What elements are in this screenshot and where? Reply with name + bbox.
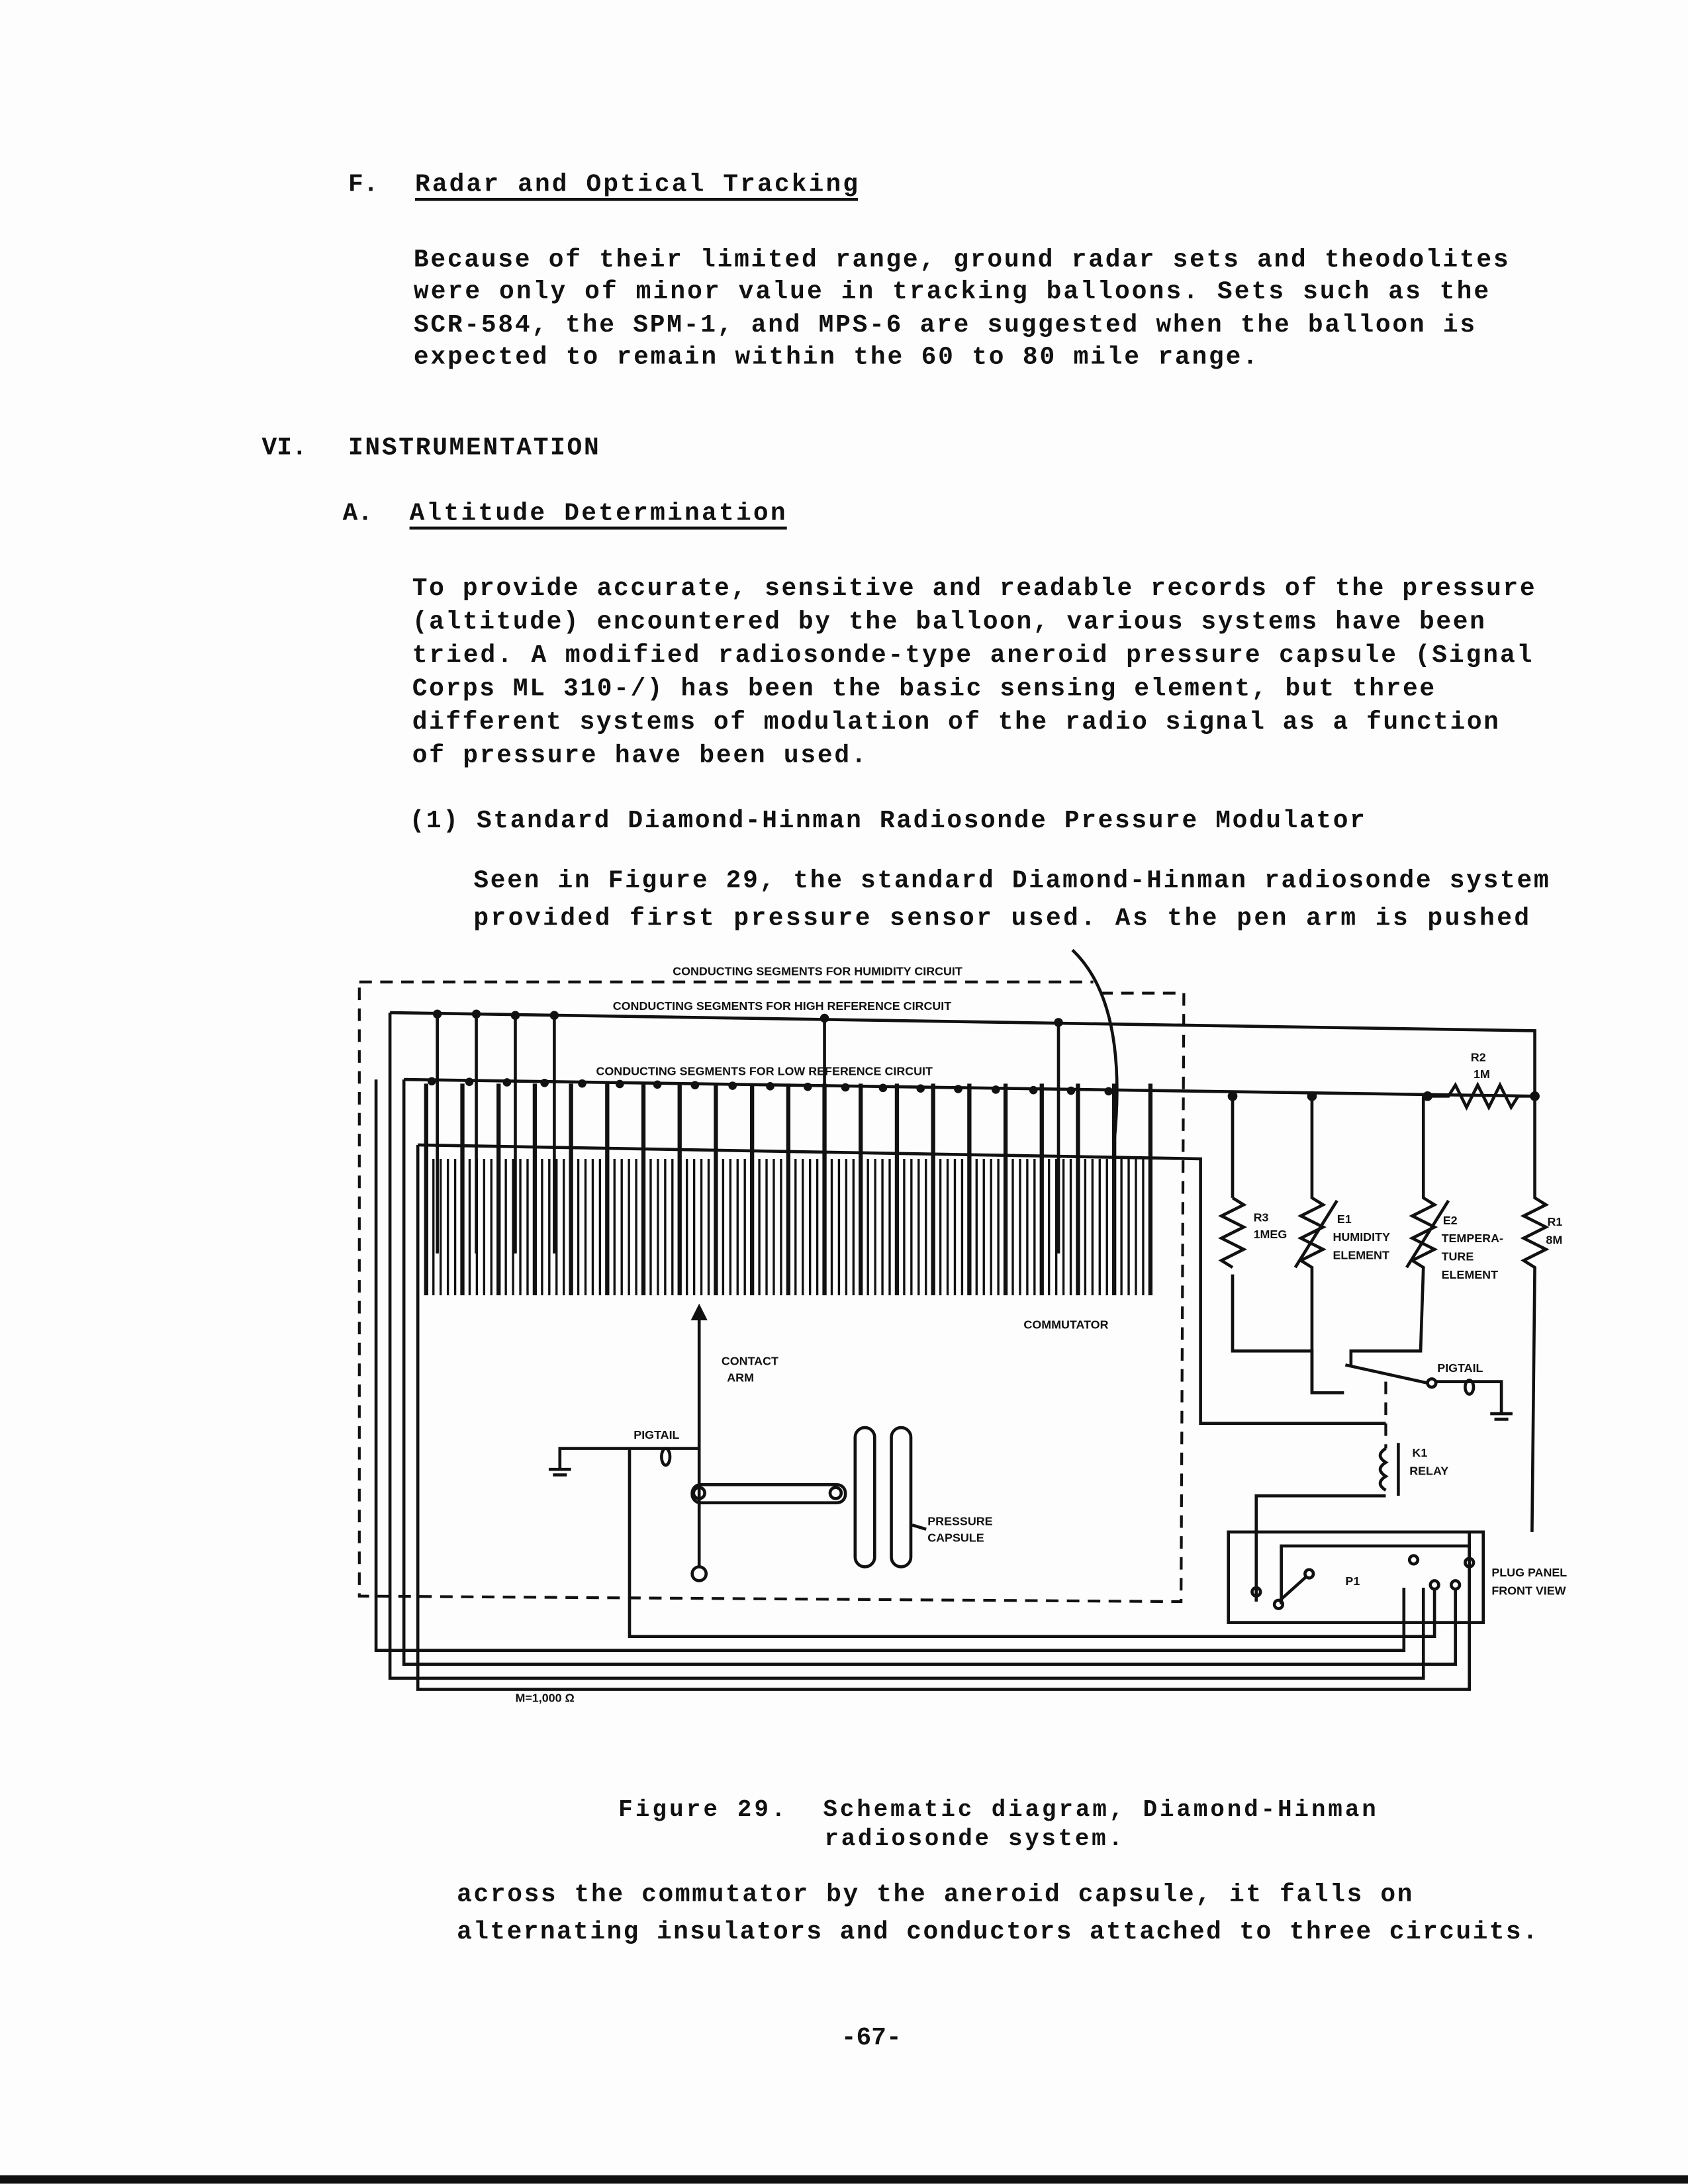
para-line: (altitude) encountered by the balloon, various systems have been [412, 608, 1485, 637]
junction-dot [653, 1081, 662, 1089]
para-line: Seen in Figure 29, the standard Diamond-Hinman radiosonde system [473, 866, 1549, 895]
relay-coil-icon [1380, 1443, 1398, 1496]
para-line: provided first pressure sensor used. As the pen arm is pushed [473, 904, 1530, 933]
junction-dot [728, 1081, 737, 1090]
section-a-title: Altitude Determination [409, 499, 786, 528]
plug-pin-icon [1274, 1600, 1283, 1609]
plug-pin-icon [1430, 1580, 1439, 1589]
resistor-r1-icon [1524, 1096, 1546, 1532]
label-contact-arm-2: ARM [727, 1371, 754, 1385]
label-e2: E2 [1442, 1213, 1458, 1227]
label-r3-value: 1MEG [1253, 1227, 1288, 1241]
wire [390, 1013, 1423, 1678]
section-vi-title: INSTRUMENTATION [348, 433, 599, 463]
label-contact-arm: CONTACT [721, 1354, 778, 1368]
label-pigtail-right: PIGTAIL [1437, 1361, 1483, 1375]
junction-dot [503, 1078, 512, 1087]
junction-dot [954, 1085, 962, 1093]
para-line: SCR-584, the SPM-1, and MPS-6 are suggested when the balloon is [413, 311, 1476, 340]
figure-caption-label: Figure 29. [618, 1796, 786, 1824]
label-e1: E1 [1336, 1212, 1352, 1226]
junction-dot [540, 1079, 549, 1087]
label-commutator: COMMUTATOR [1023, 1318, 1109, 1332]
label-e1-3: ELEMENT [1333, 1248, 1389, 1262]
label-pressure-capsule: PRESSURE [927, 1514, 993, 1528]
para-line: tried. A modified radiosonde-type aneroid pressure capsule (Signal [412, 641, 1532, 670]
para-line: across the commutator by the aneroid capsule, it falls on [457, 1880, 1413, 1909]
terminal-icon [692, 1567, 706, 1580]
section-vi-label: VI. [261, 433, 307, 463]
label-plug-panel-2: FRONT VIEW [1491, 1584, 1566, 1598]
section-a-label: A. [342, 499, 373, 528]
plug-pin-icon [1451, 1580, 1460, 1589]
junction-dot [804, 1083, 812, 1091]
junction-dot [916, 1084, 925, 1093]
wire [630, 1449, 1434, 1637]
label-e2-4: ELEMENT [1441, 1267, 1499, 1281]
label-unit-note: M=1,000 Ω [515, 1691, 575, 1705]
label-pigtail-left: PIGTAIL [633, 1428, 680, 1441]
wire [418, 1145, 1469, 1690]
junction-dot [465, 1077, 474, 1086]
wire [1233, 1096, 1344, 1392]
junction-dot [428, 1077, 436, 1085]
label-r3: R3 [1253, 1210, 1269, 1224]
junction-dot [841, 1083, 850, 1092]
label-pressure-capsule-2: CAPSULE [927, 1531, 984, 1545]
pressure-capsule-icon [855, 1428, 874, 1567]
label-r1: R1 [1547, 1214, 1563, 1228]
pigtail-loop-icon [661, 1449, 670, 1465]
para-line: were only of minor value in tracking balloons. Sets such as the [413, 277, 1489, 306]
junction-dot [766, 1082, 774, 1091]
junction-dot [1104, 1087, 1113, 1096]
wire [1278, 1546, 1469, 1604]
label-r2: R2 [1470, 1050, 1486, 1064]
plug-pin-icon [1409, 1556, 1418, 1565]
label-e2-2: TEMPERA- [1441, 1232, 1503, 1246]
relay-switch [1345, 1365, 1427, 1383]
junction-dot [691, 1081, 700, 1089]
pressure-capsule-icon [892, 1428, 911, 1567]
variable-arrow-icon [1295, 1201, 1337, 1267]
label-p1: P1 [1345, 1574, 1360, 1588]
junction-dot [578, 1079, 586, 1088]
resistor-r3-icon [1221, 1198, 1244, 1267]
label-e1-2: HUMIDITY [1333, 1230, 1390, 1244]
junction-dot [616, 1080, 624, 1089]
label-r1-value: 8M [1546, 1233, 1563, 1247]
label-low-ref-segments: CONDUCTING SEGMENTS FOR LOW REFERENCE CIRCUIT [596, 1064, 933, 1078]
page-bottom-edge [0, 2175, 1688, 2184]
wire [404, 1079, 1455, 1664]
junction-dot [992, 1085, 1000, 1094]
ground-icon [549, 1469, 571, 1475]
label-humidity-segments: CONDUCTING SEGMENTS FOR HUMIDITY CIRCUIT [673, 964, 962, 978]
para-line: alternating insulators and conductors attached to three circuits. [457, 1918, 1538, 1947]
figure-caption-line: Schematic diagram, Diamond-Hinman [823, 1796, 1376, 1824]
subsection-title: (1) Standard Diamond-Hinman Radiosonde Pressure Modulator [409, 807, 1365, 836]
para-line: different systems of modulation of the radio signal as a function [412, 707, 1499, 737]
label-plug-panel: PLUG PANEL [1491, 1566, 1568, 1580]
pivot-icon [830, 1488, 841, 1499]
arrow-icon [691, 1304, 708, 1320]
commutator-bars [426, 1083, 1150, 1295]
junction-dot [1029, 1086, 1038, 1095]
label-r2-value: 1M [1473, 1067, 1490, 1081]
page-number: -67- [841, 2024, 902, 2053]
figure-caption-line: radiosonde system. [824, 1825, 1123, 1853]
plug-pin-icon [1305, 1570, 1313, 1578]
label-relay-2: RELAY [1409, 1464, 1449, 1478]
junction-dot [879, 1084, 888, 1093]
humidity-element-icon [1301, 1096, 1323, 1392]
para-line: Because of their limited range, ground radar sets and theodolites [413, 246, 1509, 275]
para-line: of pressure have been used. [412, 741, 867, 770]
wire [1256, 1496, 1386, 1602]
schematic-diagram [359, 950, 1567, 1704]
para-line: expected to remain within the 60 to 80 mile range. [413, 343, 1258, 372]
label-e2-3: TURE [1441, 1250, 1474, 1263]
leader-line [912, 1525, 926, 1529]
para-line: Corps ML 310-/) has been the basic sensing element, but three [412, 674, 1435, 704]
capsule-arm [692, 1484, 845, 1502]
section-f-label: F. [348, 170, 379, 199]
label-relay: K1 [1412, 1446, 1428, 1460]
junction-dot [1067, 1087, 1076, 1095]
label-high-ref-segments: CONDUCTING SEGMENTS FOR HIGH REFERENCE CIRCUIT [612, 999, 952, 1013]
para-line: To provide accurate, sensitive and readable records of the pressure [412, 574, 1535, 603]
section-f-title: Radar and Optical Tracking [414, 170, 859, 199]
